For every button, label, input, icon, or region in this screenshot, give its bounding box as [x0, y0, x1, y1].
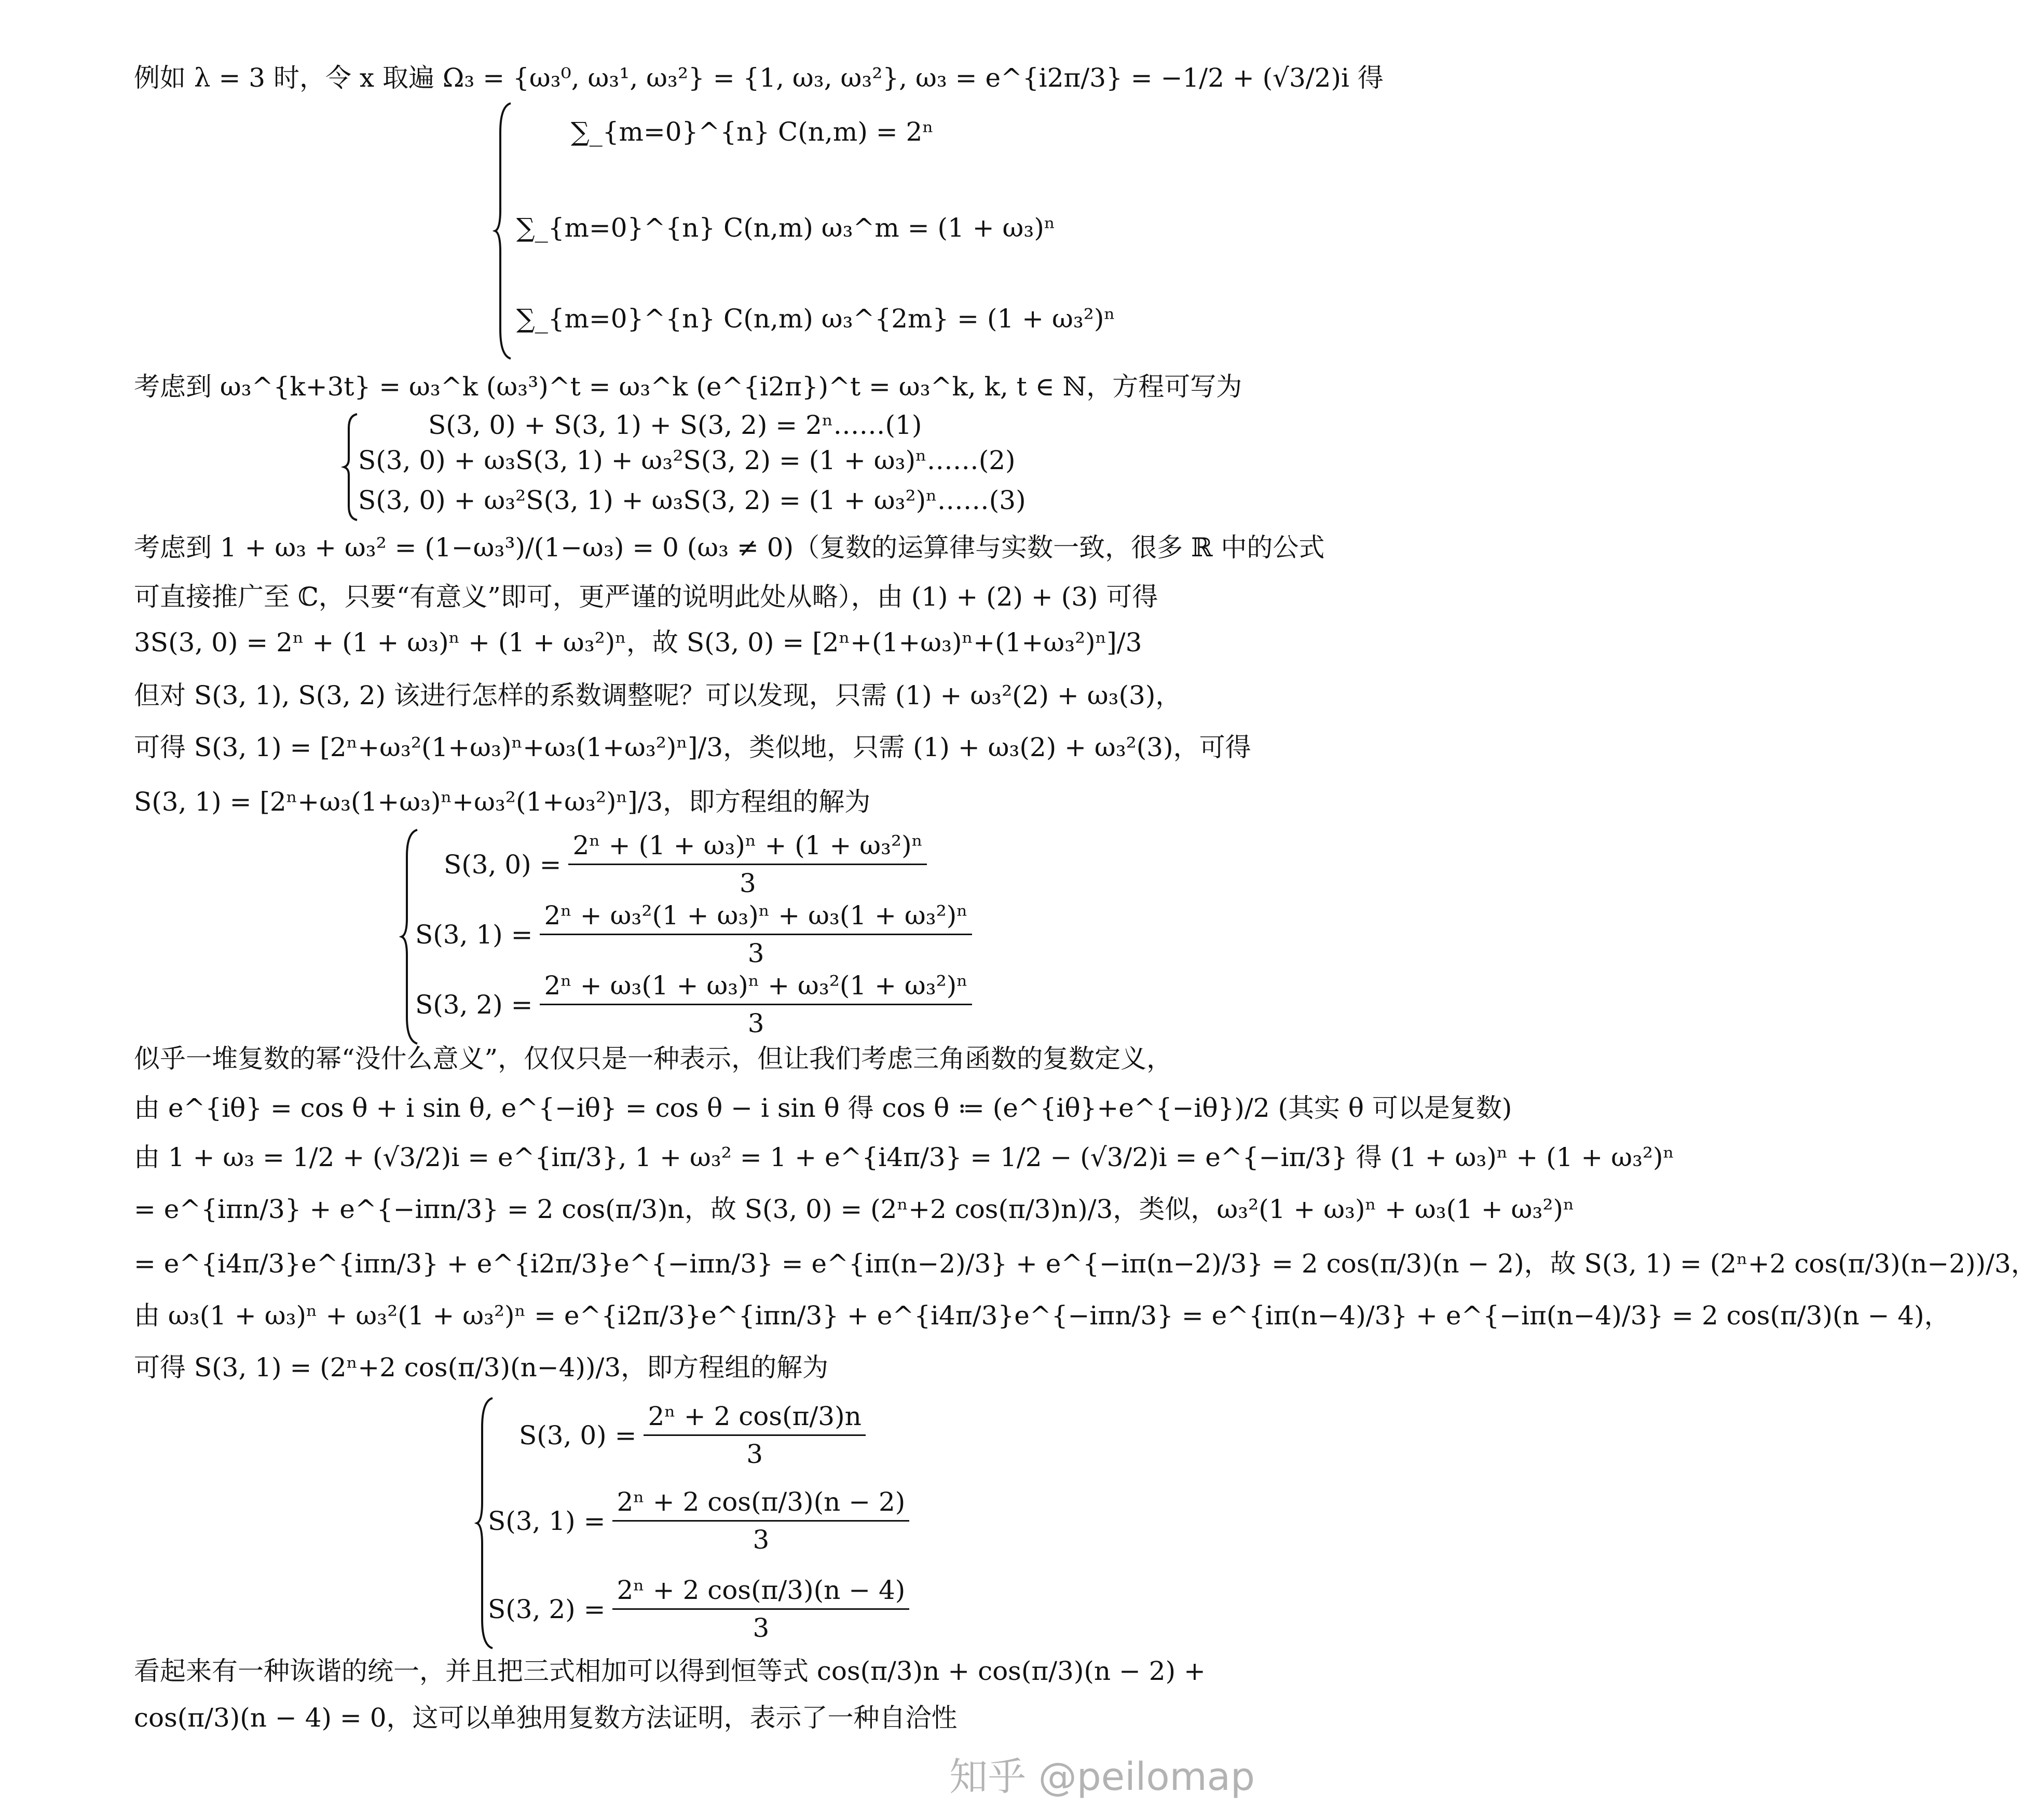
solution1-lhs: S(3, 0) =	[444, 849, 562, 880]
solution2-lhs: S(3, 1) =	[488, 1506, 606, 1536]
closing-line-2: cos(π/3)(n − 4) = 0，这可以单独用复数方法证明，表示了一种自洽性	[134, 1703, 958, 1733]
solution1-row-2	[415, 900, 972, 968]
denominator: 3	[753, 1525, 770, 1555]
denominator: 3	[739, 868, 756, 898]
paragraph1-line-2: 可直接推广至 ℂ，只要“有意义”即可，更严谨的说明此处从略），由 (1) + (2) + (3) 可得	[134, 582, 1158, 612]
system2-eq-2: S(3, 0) + ω₃S(3, 1) + ω₃²S(3, 2) = (1 + ω₃)ⁿ……(2)	[358, 445, 1016, 475]
paragraph2-line-5: = e^{i4π/3}e^{iπn/3} + e^{i2π/3}e^{−iπn/3} = e^{iπ(n−2)/3} + e^{−iπ(n−2)/3} = 2 cos(π/3)(n − 2)，故 S(3, 1) = (2ⁿ+2 cos(π/3)(n−2))/3，	[134, 1249, 2037, 1279]
numerator: 2ⁿ + 2 cos(π/3)(n − 2)	[612, 1487, 909, 1522]
denominator: 3	[753, 1613, 770, 1643]
paragraph1-line-5: 可得 S(3, 1) = [2ⁿ+ω₃²(1+ω₃)ⁿ+ω₃(1+ω₃²)ⁿ]/3，类似地，只需 (1) + ω₃(2) + ω₃²(3)，可得	[134, 732, 1251, 762]
fraction	[612, 1487, 909, 1555]
system1-eq-2: ∑_{m=0}^{n} C(n,m) ω₃^m = (1 + ω₃)ⁿ	[516, 213, 1056, 243]
solution2-row-2	[488, 1487, 909, 1555]
paragraph2-line-3: 由 1 + ω₃ = 1/2 + (√3/2)i = e^{iπ/3}, 1 + ω₃² = 1 + e^{i4π/3} = 1/2 − (√3/2)i = e^{−iπ/3} 得 (1 + ω₃)ⁿ + (1 + ω₃²)ⁿ	[134, 1142, 1675, 1172]
paragraph2-line-4: = e^{iπn/3} + e^{−iπn/3} = 2 cos(π/3)n，故 S(3, 0) = (2ⁿ+2 cos(π/3)n)/3，类似，ω₃²(1 + ω₃)ⁿ + ω₃(1 + ω₃²)ⁿ	[134, 1194, 1575, 1224]
fraction	[568, 830, 927, 898]
paragraph1-line-3: 3S(3, 0) = 2ⁿ + (1 + ω₃)ⁿ + (1 + ω₃²)ⁿ，故 S(3, 0) = [2ⁿ+(1+ω₃)ⁿ+(1+ω₃²)ⁿ]/3	[134, 627, 1142, 658]
solution1-lhs: S(3, 2) =	[415, 989, 533, 1020]
fraction	[540, 970, 972, 1038]
solution1-lhs: S(3, 1) =	[415, 919, 533, 950]
fraction	[644, 1401, 865, 1469]
numerator: 2ⁿ + 2 cos(π/3)n	[644, 1401, 865, 1436]
numerator: 2ⁿ + ω₃(1 + ω₃)ⁿ + ω₃²(1 + ω₃²)ⁿ	[540, 970, 972, 1005]
paragraph2-line-2: 由 e^{iθ} = cos θ + i sin θ, e^{−iθ} = cos θ − i sin θ 得 cos θ ≔ (e^{iθ}+e^{−iθ})/2 (其实 θ 可以是复数)	[134, 1093, 1512, 1123]
numerator: 2ⁿ + 2 cos(π/3)(n − 4)	[612, 1575, 909, 1610]
paragraph2-line-7: 可得 S(3, 1) = (2ⁿ+2 cos(π/3)(n−4))/3，即方程组的解为	[134, 1352, 829, 1383]
fraction	[612, 1575, 909, 1643]
left-brace	[343, 413, 359, 522]
denominator: 3	[747, 1008, 764, 1038]
denominator: 3	[747, 938, 764, 968]
numerator: 2ⁿ + (1 + ω₃)ⁿ + (1 + ω₃²)ⁿ	[568, 830, 927, 865]
paragraph1-line-1: 考虑到 1 + ω₃ + ω₃² = (1−ω₃³)/(1−ω₃) = 0 (ω₃ ≠ 0)（复数的运算律与实数一致，很多 ℝ 中的公式	[134, 532, 1325, 563]
closing-line-1: 看起来有一种诙谐的统一，并且把三式相加可以得到恒等式 cos(π/3)n + cos(π/3)(n − 2) +	[134, 1656, 1206, 1686]
left-brace	[493, 101, 514, 361]
numerator: 2ⁿ + ω₃²(1 + ω₃)ⁿ + ω₃(1 + ω₃²)ⁿ	[540, 900, 972, 935]
denominator: 3	[746, 1439, 763, 1469]
paragraph2-line-1: 似乎一堆复数的幂“没什么意义”，仅仅只是一种表示，但让我们考虑三角函数的复数定义，	[134, 1044, 1173, 1074]
consider-line: 考虑到 ω₃^{k+3t} = ω₃^k (ω₃³)^t = ω₃^k (e^{i2π})^t = ω₃^k, k, t ∈ ℕ，方程可写为	[134, 372, 1242, 402]
solution1-row-3	[415, 970, 972, 1038]
system2-eq-3: S(3, 0) + ω₃²S(3, 1) + ω₃S(3, 2) = (1 + ω₃²)ⁿ……(3)	[358, 485, 1026, 515]
watermark: 知乎 @peilomap	[949, 1755, 1255, 1799]
paragraph1-line-6: S(3, 1) = [2ⁿ+ω₃(1+ω₃)ⁿ+ω₃²(1+ω₃²)ⁿ]/3，即方程组的解为	[134, 787, 871, 817]
system2-eq-1: S(3, 0) + S(3, 1) + S(3, 2) = 2ⁿ……(1)	[428, 410, 922, 440]
paragraph1-line-4: 但对 S(3, 1), S(3, 2) 该进行怎样的系数调整呢？可以发现，只需 (1) + ω₃²(2) + ω₃(3)，	[134, 680, 1182, 710]
system1-eq-3: ∑_{m=0}^{n} C(n,m) ω₃^{2m} = (1 + ω₃²)ⁿ	[516, 304, 1115, 334]
fraction	[540, 900, 972, 968]
solution2-row-1	[519, 1401, 866, 1469]
paragraph2-line-6: 由 ω₃(1 + ω₃)ⁿ + ω₃²(1 + ω₃²)ⁿ = e^{i2π/3}e^{iπn/3} + e^{i4π/3}e^{−iπn/3} = e^{iπ(n−4)/3} + e^{−iπ(n−4)/3} = 2 cos(π/3)(n − 4)，	[134, 1301, 1950, 1331]
solution2-row-3	[488, 1575, 909, 1643]
solution2-lhs: S(3, 2) =	[488, 1594, 606, 1624]
solution1-row-1	[444, 830, 927, 898]
solution2-lhs: S(3, 0) =	[519, 1420, 637, 1450]
system1-eq-1: ∑_{m=0}^{n} C(n,m) = 2ⁿ	[571, 117, 934, 147]
intro-line: 例如 λ = 3 时，令 x 取遍 Ω₃ = {ω₃⁰, ω₃¹, ω₃²} = {1, ω₃, ω₃²}, ω₃ = e^{i2π/3} = −1/2 + (√3/2)i 得	[134, 63, 1384, 93]
